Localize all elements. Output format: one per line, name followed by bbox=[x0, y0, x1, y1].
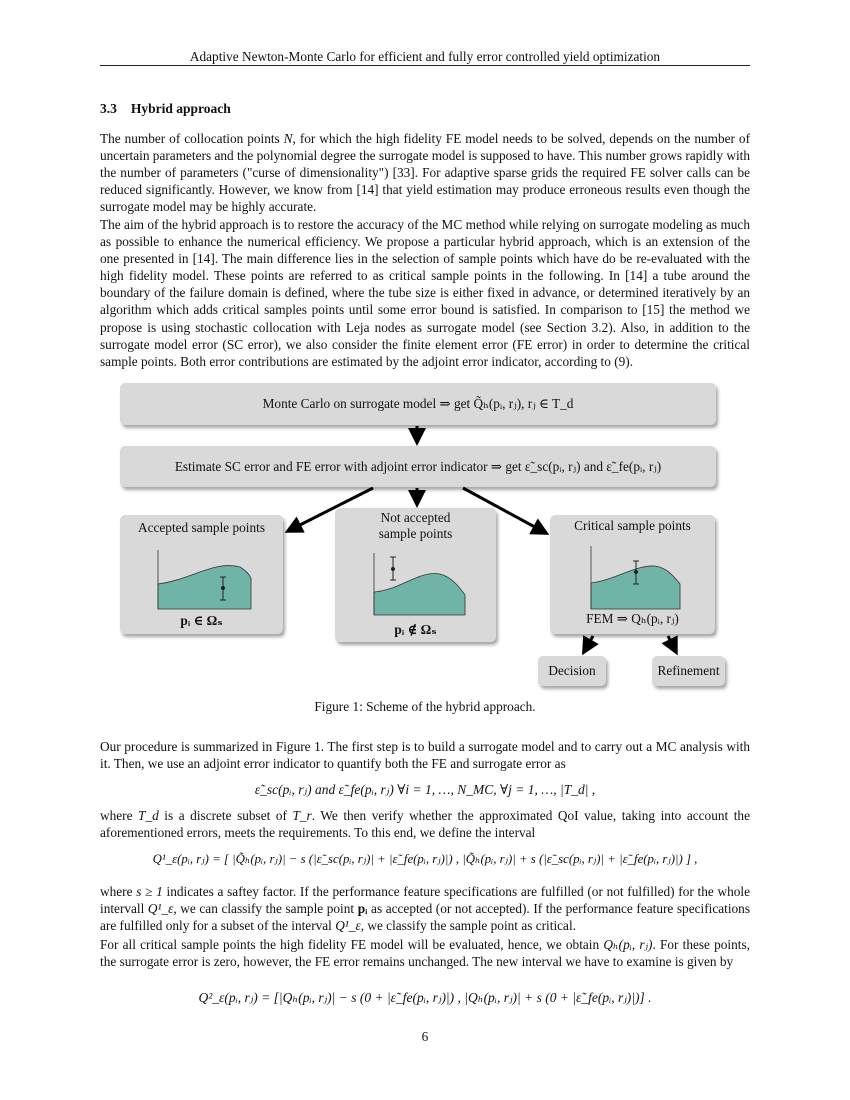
critical-box bbox=[550, 515, 715, 634]
accepted-box bbox=[120, 515, 283, 634]
paragraph-1 bbox=[100, 130, 750, 215]
paragraph-6: For all critical sample points the high fidelity FE model will be evaluated, hence, we obtain Qₕ(pᵢ, rⱼ). For these points, the surrogate error is zero, however, the FE error remains unchanged. The new interval we have to examine is given by bbox=[100, 937, 750, 970]
critical-formula: FEM ⇒ Qₕ(pᵢ, rⱼ) bbox=[586, 611, 679, 626]
accepted-formula: pᵢ ∈ Ωₛ bbox=[180, 613, 223, 628]
refinement-box: Refinement bbox=[652, 656, 725, 686]
not-accepted-formula: pᵢ ∉ Ωₛ bbox=[394, 622, 437, 637]
accepted-title: Accepted sample points bbox=[137, 520, 266, 535]
paragraph-4: where T_d is a discrete subset of T_r. We then verify whether the approximated QoI value, taking into account the aforementioned errors, meets the requirements. To this end, we define the interval bbox=[100, 808, 750, 841]
running-header: Adaptive Newton-Monte Carlo for efficient and fully error controlled yield optimization bbox=[189, 49, 661, 64]
equation-interval-q1: Q¹_ε(pᵢ, rⱼ) = [ |Q̃ₕ(pᵢ, rⱼ)| − s (|ε̃_sc(pᵢ, rⱼ)| + |ε̃_fe(pᵢ, rⱼ)|) , |Q̃ₕ(pᵢ, rⱼ)| + s (|ε̃_sc(pᵢ, rⱼ)| + |ε̃_fe(pᵢ, rⱼ)|) ] , bbox=[152, 852, 698, 866]
section-heading bbox=[100, 101, 231, 117]
not-accepted-title: Not accepted sample points bbox=[378, 510, 453, 541]
section-title: Hybrid approach bbox=[130, 101, 231, 116]
equation-interval-q2: Q²_ε(pᵢ, rⱼ) = [|Qₕ(pᵢ, rⱼ)| − s (0 + |ε̃_fe(pᵢ, rⱼ)|) , |Qₕ(pᵢ, rⱼ)| + s (0 + |ε̃_fe(pᵢ, rⱼ)|)] . bbox=[198, 990, 652, 1005]
figure-caption: Figure 1: Scheme of the hybrid approach. bbox=[314, 699, 536, 714]
equation-error-estimates: ε̃_sc(pᵢ, rⱼ) and ε̃_fe(pᵢ, rⱼ) ∀i = 1, …, N_MC, ∀j = 1, …, |T_d| , bbox=[254, 782, 596, 797]
arrow-to-decision bbox=[585, 636, 593, 650]
text: The number of collocation points bbox=[100, 131, 284, 146]
math: N bbox=[283, 131, 293, 146]
estimate-box: Estimate SC error and FE error with adjoint error indicator ⇒ get ε̃_sc(pᵢ, rⱼ) and ε̃_fe(pᵢ, rⱼ) bbox=[120, 446, 716, 487]
not-accepted-box bbox=[335, 508, 496, 642]
decision-box: Decision bbox=[538, 656, 606, 686]
paragraph-2: The aim of the hybrid approach is to restore the accuracy of the MC method while relying on surrogate modeling as much as possible to enhance the numerical efficiency. We propose a particular hybrid approach, which is an extension of the one presented in [14]. The main difference lies in the selection of sample points which have do be re-evaluated with the high fidelity model. These points are referred to as critical sample points in the following. In [14] a tube around the boundary of the failure domain is defined, where the tube size is either fixed in advance, or determined iteratively by an algorithm which adds critical samples points until some error bound is satisfied. In comparison to [15] the method we propose is using stochastic collocation with Leja nodes as surrogate model (see Section 3.2). Also, in addition to the surrogate model error (SC error), we also consider the finite element error (FE error) in order to determine the critical sample points. Both error contributions are estimated by the adjoint error indicator, according to (9). bbox=[100, 217, 750, 369]
mc-box: Monte Carlo on surrogate model ⇒ get Q̃ₕ(pᵢ, rⱼ), rⱼ ∈ T_d bbox=[120, 383, 716, 425]
header-rule bbox=[100, 65, 750, 66]
page-number: 6 bbox=[421, 1029, 429, 1044]
section-number: 3.3 bbox=[100, 101, 117, 116]
text: , for which the high fidelity FE model needs to be solved, depends on the number of uncertain parameters and the polynomial degree the surrogate model is supposed to have. This number grows rapidly with the number of parameters ("curse of dimensionality") [33]. For adaptive sparse grids the required FE solver calls can be reduced significantly. However, we know from [14] that yield estimation may produce erroneous results even though the surrogate model may be highly accurate. bbox=[100, 131, 750, 215]
arrow-to-refinement bbox=[668, 636, 675, 650]
critical-title: Critical sample points bbox=[574, 518, 691, 533]
paragraph-5: where s ≥ 1 indicates a saftey factor. If the performance feature specifications are fulfilled (or not fulfilled) for the whole intervall Q¹_ε, we can classify the sample point pᵢ as accepted (or not accepted). If the performance feature specifications are fulfilled only for a subset of the interval Q¹_ε, we classify the sample point as critical. bbox=[100, 884, 750, 934]
paragraph-3: Our procedure is summarized in Figure 1. The first step is to build a surrogate model and to carry out a MC analysis with it. Then, we use an adjoint error indicator to quantify both the FE and surrogate error as bbox=[100, 739, 750, 772]
